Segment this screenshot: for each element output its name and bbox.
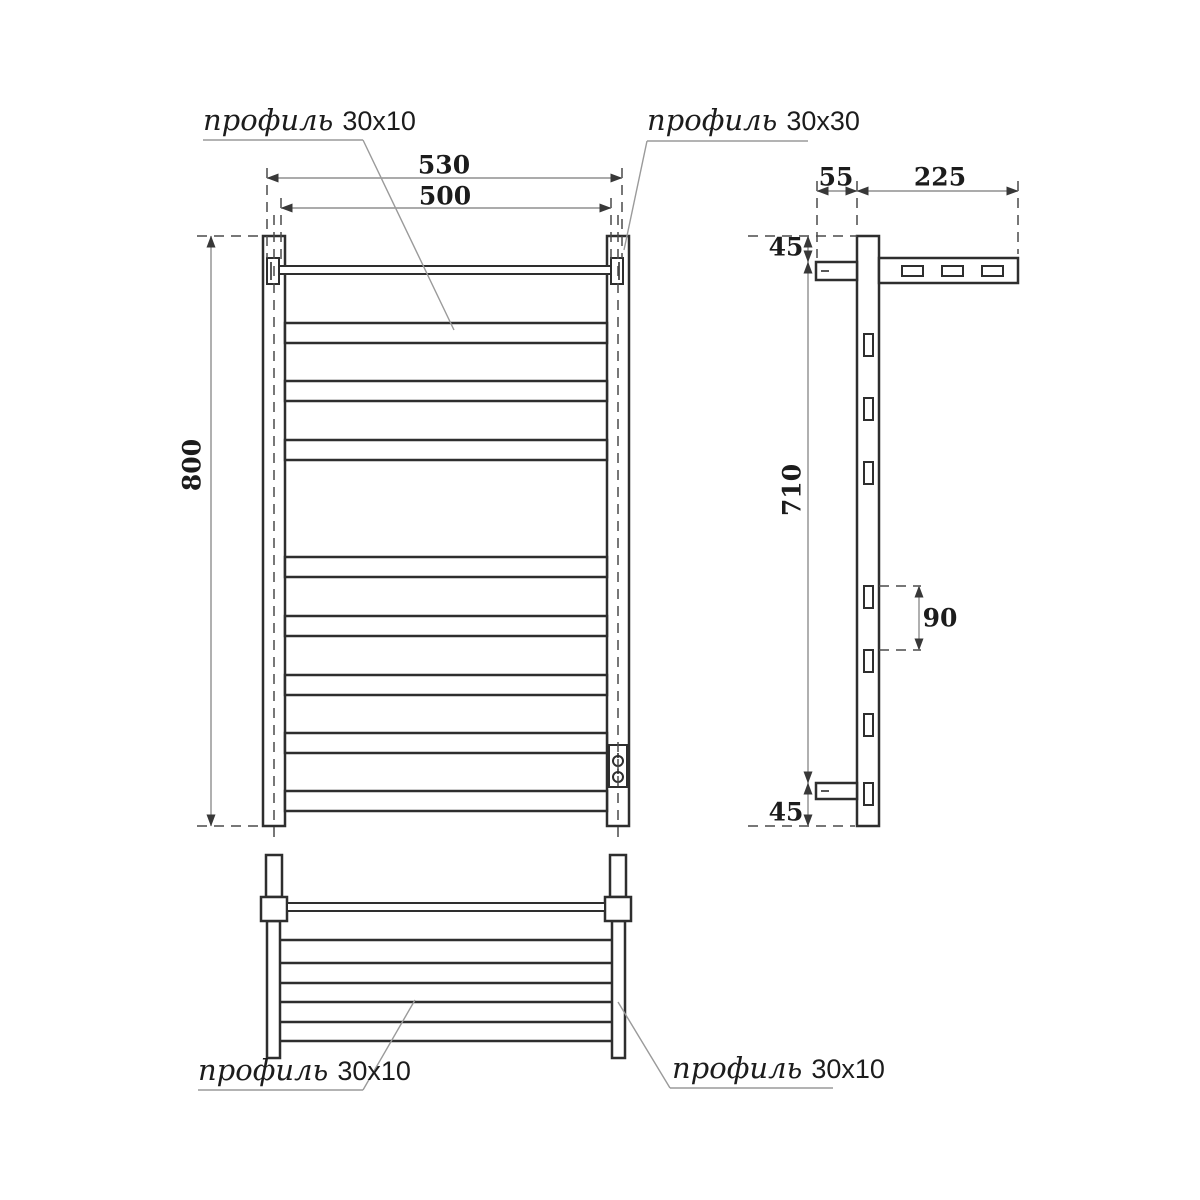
side-post [857,236,879,826]
profile-size: 30x30 [786,106,860,136]
dim-side-bracket-standoff: 55 [818,162,854,192]
dim-front-height: 800 [177,438,207,492]
plan-left-rail [267,921,280,1058]
dim-side-mount-span: 710 [777,463,807,517]
side-rung-slot [864,462,873,484]
profile-word: профиль [198,1053,329,1087]
side-rung-slot [864,586,873,608]
plan-left-stem [266,855,282,897]
front-right-bar-clip [611,258,623,284]
front-rung [285,381,607,401]
profile-label-bottom-right [672,1051,885,1085]
profile-label-bottom-left [198,1053,411,1087]
profile-label-top-right [647,103,860,137]
front-rung [285,323,607,343]
dim-front-outer-width: 530 [417,150,471,180]
front-rung [285,557,607,577]
side-arm-slot [902,266,923,276]
profile-word: профиль [203,103,334,137]
side-view [816,236,1018,826]
side-rung-slot [864,714,873,736]
plan-right-rail [612,921,625,1058]
front-hanger-bar [279,266,611,274]
dim-side-top-offset: 45 [768,232,804,262]
side-rung-slot [864,398,873,420]
dim-side-depth: 225 [913,162,967,192]
side-rung-slot [864,334,873,356]
profile-word: профиль [647,103,778,137]
front-rung [285,440,607,460]
side-rung-slot [864,783,873,805]
front-view [263,236,629,826]
plan-view [261,855,631,1058]
side-arm-slot [982,266,1003,276]
dim-side-bottom-offset: 45 [768,797,804,827]
side-arm-slot [942,266,963,276]
leader-top-right [624,141,647,250]
profile-word: профиль [672,1051,803,1085]
profile-size: 30x10 [811,1054,885,1084]
plan-right-stem [610,855,626,897]
front-rung [285,675,607,695]
dim-side-rung-pitch: 90 [922,603,958,633]
plan-hanger-bar [287,903,605,911]
front-rung [285,616,607,636]
dim-front-inner-width: 500 [418,181,472,211]
plan-right-connector [605,897,631,921]
front-rung [285,791,607,811]
side-rung-slot [864,650,873,672]
front-left-bar-clip [267,258,279,284]
profile-size: 30x10 [342,106,416,136]
plan-left-connector [261,897,287,921]
profile-size: 30x10 [337,1056,411,1086]
profile-label-top-left [203,103,416,137]
front-rung [285,733,607,753]
